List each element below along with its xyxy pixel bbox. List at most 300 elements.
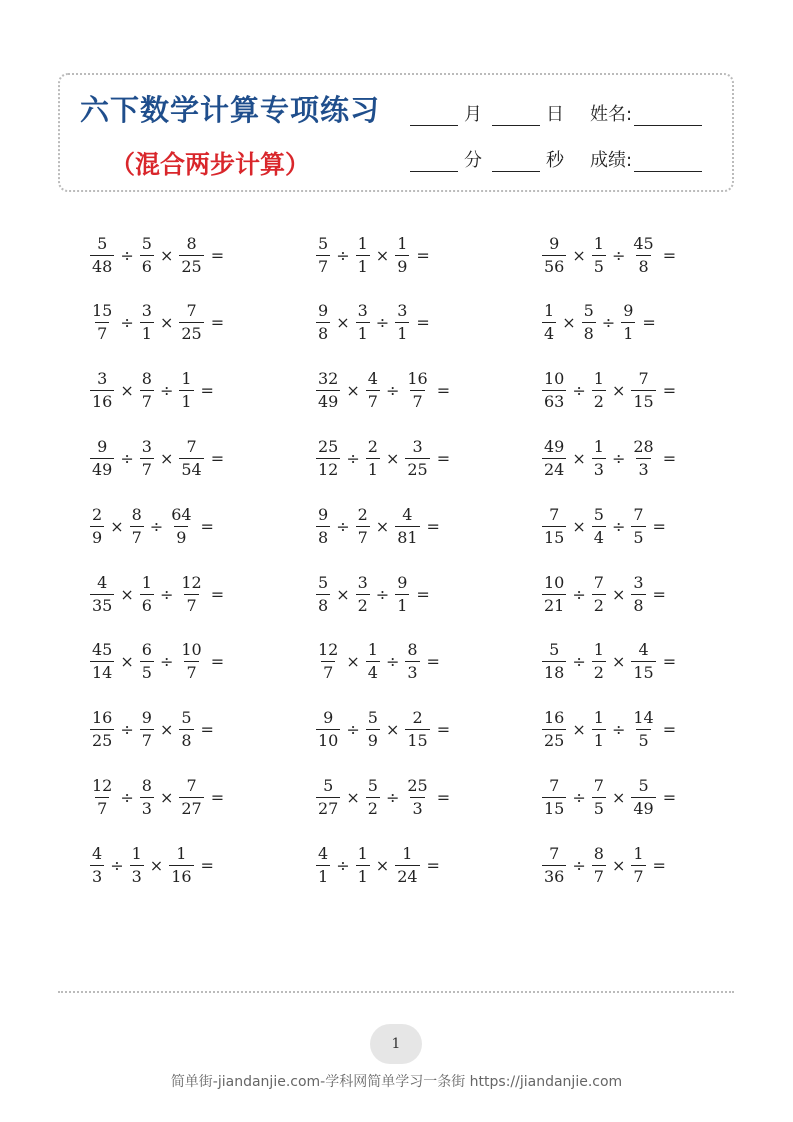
numerator: 5 — [583, 301, 594, 321]
numerator: 2 — [412, 708, 423, 728]
denominator: 7 — [323, 663, 334, 683]
denominator: 7 — [412, 392, 423, 412]
numerator: 32 — [318, 369, 339, 389]
denominator: 3 — [593, 459, 604, 479]
numerator: 3 — [412, 436, 423, 456]
denominator: 4 — [544, 324, 555, 344]
numerator: 5 — [323, 775, 334, 795]
problem-22 — [88, 705, 214, 755]
numerator: 9 — [318, 301, 329, 321]
fraction — [316, 572, 330, 615]
denominator: 49 — [318, 392, 339, 412]
denominator: 3 — [412, 798, 423, 818]
equals-sign: = — [436, 787, 451, 807]
day-label: 日 — [546, 104, 564, 125]
numerator: 4 — [92, 843, 103, 863]
numerator: 4 — [638, 640, 649, 660]
equals-sign: = — [662, 448, 677, 468]
denominator: 1 — [181, 392, 192, 412]
fraction — [395, 233, 409, 276]
equals-sign: = — [210, 787, 225, 807]
fraction — [140, 371, 154, 410]
fraction — [631, 504, 645, 547]
numerator: 8 — [131, 504, 142, 524]
equals-sign: = — [200, 516, 214, 536]
fraction — [90, 504, 104, 547]
denominator: 25 — [181, 256, 202, 276]
divide-sign: ÷ — [120, 720, 134, 740]
problem-30 — [540, 840, 666, 890]
denominator: 27 — [318, 798, 339, 818]
denominator: 24 — [397, 866, 418, 886]
numerator: 5 — [638, 775, 649, 795]
denominator: 25 — [181, 324, 202, 344]
fraction — [140, 642, 154, 681]
numerator: 7 — [549, 843, 560, 863]
denominator: 8 — [638, 256, 649, 276]
equals-sign: = — [210, 652, 225, 672]
fraction — [140, 710, 154, 749]
numerator: 1 — [357, 233, 368, 253]
multiply-sign: × — [149, 855, 164, 875]
denominator: 8 — [318, 595, 329, 615]
name-label: 姓名: — [590, 104, 633, 125]
numerator: 5 — [549, 640, 560, 660]
denominator: 3 — [407, 663, 418, 683]
numerator: 12 — [181, 572, 202, 592]
denominator: 6 — [141, 595, 152, 615]
numerator: 4 — [367, 369, 378, 389]
divide-sign: ÷ — [572, 584, 586, 604]
equals-sign: = — [210, 448, 225, 468]
denominator: 7 — [141, 731, 152, 751]
problem-17 — [314, 569, 430, 619]
multiply-sign: × — [346, 652, 360, 672]
multiply-sign: × — [611, 787, 626, 807]
numerator: 25 — [318, 436, 339, 456]
divide-sign: ÷ — [120, 787, 134, 807]
fraction — [140, 572, 154, 615]
equals-sign: = — [652, 855, 666, 875]
fraction — [90, 710, 114, 749]
problem-14 — [314, 501, 440, 551]
divide-sign: ÷ — [159, 584, 174, 604]
denominator: 25 — [407, 459, 428, 479]
denominator: 25 — [544, 731, 565, 751]
denominator: 1 — [623, 324, 634, 344]
problem-6 — [540, 298, 656, 348]
denominator: 7 — [186, 595, 197, 615]
denominator: 9 — [176, 527, 187, 547]
fraction — [179, 642, 203, 681]
multiply-sign: × — [385, 720, 400, 740]
denominator: 7 — [633, 866, 644, 886]
denominator: 36 — [544, 866, 565, 886]
numerator: 7 — [186, 775, 197, 795]
problem-10 — [88, 433, 224, 483]
numerator: 10 — [181, 640, 202, 660]
numerator: 5 — [367, 708, 378, 728]
fraction — [405, 371, 429, 410]
problem-13 — [88, 501, 214, 551]
denominator: 5 — [638, 731, 649, 751]
fraction — [395, 572, 409, 615]
problem-25 — [88, 772, 224, 822]
fraction — [316, 642, 340, 681]
fraction — [140, 436, 154, 479]
fraction — [90, 303, 114, 342]
denominator: 3 — [92, 866, 103, 886]
numerator: 1 — [367, 640, 378, 660]
numerator: 3 — [357, 301, 368, 321]
denominator: 15 — [633, 663, 654, 683]
multiply-sign: × — [336, 584, 350, 604]
divide-sign: ÷ — [375, 584, 390, 604]
denominator: 1 — [397, 324, 408, 344]
fraction — [356, 572, 370, 615]
numerator: 1 — [141, 572, 152, 592]
fraction — [631, 371, 655, 410]
denominator: 1 — [318, 866, 329, 886]
multiply-sign: × — [346, 787, 360, 807]
divide-sign: ÷ — [120, 245, 134, 265]
fraction — [356, 303, 370, 342]
fraction — [542, 303, 556, 342]
denominator: 5 — [593, 798, 604, 818]
denominator: 54 — [181, 459, 202, 479]
divide-sign: ÷ — [346, 720, 360, 740]
numerator: 5 — [181, 708, 192, 728]
numerator: 6 — [141, 640, 152, 660]
numerator: 1 — [593, 708, 604, 728]
denominator: 5 — [141, 663, 152, 683]
fraction — [316, 710, 340, 749]
fraction — [592, 572, 606, 615]
equals-sign: = — [200, 855, 214, 875]
divide-sign: ÷ — [572, 855, 586, 875]
denominator: 8 — [318, 527, 329, 547]
fraction — [592, 642, 606, 681]
fraction — [179, 371, 193, 410]
divide-sign: ÷ — [611, 448, 626, 468]
denominator: 2 — [357, 595, 368, 615]
denominator: 7 — [318, 256, 329, 276]
minute-label: 分 — [464, 150, 482, 171]
equals-sign: = — [210, 584, 225, 604]
equals-sign: = — [426, 652, 440, 672]
numerator: 7 — [186, 301, 197, 321]
multiply-sign: × — [572, 720, 586, 740]
month-label: 月 — [464, 104, 482, 125]
fraction — [179, 572, 203, 615]
numerator: 12 — [92, 775, 113, 795]
divide-sign: ÷ — [159, 381, 174, 401]
numerator: 8 — [407, 640, 418, 660]
numerator: 7 — [633, 504, 644, 524]
numerator: 10 — [544, 369, 565, 389]
fraction — [631, 843, 645, 886]
numerator: 7 — [638, 369, 649, 389]
denominator: 7 — [357, 527, 368, 547]
divide-sign: ÷ — [336, 516, 350, 536]
numerator: 9 — [549, 233, 560, 253]
numerator: 1 — [544, 301, 555, 321]
denominator: 9 — [397, 256, 408, 276]
numerator: 7 — [593, 572, 604, 592]
denominator: 21 — [544, 595, 565, 615]
numerator: 5 — [318, 233, 329, 253]
fraction — [90, 371, 114, 410]
divide-sign: ÷ — [110, 855, 124, 875]
equals-sign: = — [436, 448, 451, 468]
denominator: 63 — [544, 392, 565, 412]
denominator: 16 — [92, 392, 113, 412]
numerator: 10 — [544, 572, 565, 592]
problem-1 — [88, 230, 224, 280]
fraction — [631, 436, 655, 479]
fraction — [366, 371, 380, 410]
fraction — [366, 642, 380, 681]
fraction — [592, 775, 606, 818]
fraction — [405, 642, 419, 681]
equals-sign: = — [210, 245, 225, 265]
equals-sign: = — [416, 245, 430, 265]
denominator: 8 — [181, 731, 192, 751]
denominator: 7 — [97, 798, 108, 818]
divide-sign: ÷ — [336, 855, 350, 875]
numerator: 9 — [141, 708, 152, 728]
page-number: 1 — [370, 1024, 422, 1064]
denominator: 2 — [593, 392, 604, 412]
numerator: 8 — [141, 369, 152, 389]
equals-sign: = — [662, 245, 677, 265]
fraction — [316, 371, 340, 410]
fraction — [179, 775, 203, 818]
denominator: 15 — [407, 731, 428, 751]
numerator: 1 — [593, 233, 604, 253]
divide-sign: ÷ — [611, 720, 626, 740]
multiply-sign: × — [159, 787, 174, 807]
problem-7 — [88, 366, 214, 416]
denominator: 1 — [141, 324, 152, 344]
fraction — [395, 504, 419, 547]
denominator: 49 — [633, 798, 654, 818]
divide-sign: ÷ — [375, 313, 390, 333]
numerator: 7 — [549, 775, 560, 795]
fraction — [179, 233, 203, 276]
divide-sign: ÷ — [159, 652, 174, 672]
fraction — [631, 233, 655, 276]
page-subtitle: （混合两步计算） — [110, 150, 311, 179]
denominator: 7 — [186, 663, 197, 683]
multiply-sign: × — [375, 245, 390, 265]
equals-sign: = — [436, 720, 451, 740]
denominator: 18 — [544, 663, 565, 683]
multiply-sign: × — [159, 313, 174, 333]
fraction — [592, 233, 606, 276]
fraction — [130, 504, 144, 547]
numerator: 2 — [92, 504, 103, 524]
equals-sign: = — [426, 516, 440, 536]
divide-sign: ÷ — [572, 381, 586, 401]
problem-2 — [314, 230, 430, 280]
problem-18 — [540, 569, 666, 619]
problem-28 — [88, 840, 214, 890]
denominator: 49 — [92, 459, 113, 479]
multiply-sign: × — [611, 381, 626, 401]
denominator: 1 — [367, 459, 378, 479]
denominator: 6 — [141, 256, 152, 276]
fraction — [366, 436, 380, 479]
numerator: 5 — [593, 504, 604, 524]
fraction — [140, 775, 154, 818]
denominator: 7 — [97, 324, 108, 344]
problem-21 — [540, 637, 676, 687]
denominator: 7 — [367, 392, 378, 412]
fraction — [592, 436, 606, 479]
multiply-sign: × — [611, 652, 626, 672]
fraction — [631, 642, 655, 681]
divide-sign: ÷ — [336, 245, 350, 265]
divide-sign: ÷ — [601, 313, 616, 333]
fraction — [90, 843, 104, 886]
fraction — [395, 303, 409, 342]
denominator: 2 — [367, 798, 378, 818]
fraction — [169, 843, 193, 886]
divide-sign: ÷ — [120, 313, 134, 333]
fraction — [542, 436, 566, 479]
divide-sign: ÷ — [149, 516, 164, 536]
numerator: 1 — [181, 369, 192, 389]
denominator: 1 — [357, 324, 368, 344]
fraction — [542, 504, 566, 547]
fraction — [316, 504, 330, 547]
equals-sign: = — [210, 313, 225, 333]
numerator: 3 — [357, 572, 368, 592]
fraction — [592, 371, 606, 410]
numerator: 2 — [357, 504, 368, 524]
fraction — [542, 233, 566, 276]
denominator: 5 — [633, 527, 644, 547]
fraction — [542, 642, 566, 681]
multiply-sign: × — [159, 245, 174, 265]
fraction — [130, 843, 144, 886]
denominator: 9 — [367, 731, 378, 751]
equals-sign: = — [436, 381, 451, 401]
numerator: 5 — [367, 775, 378, 795]
denominator: 1 — [357, 866, 368, 886]
fraction — [140, 233, 154, 276]
multiply-sign: × — [611, 855, 626, 875]
problem-5 — [314, 298, 430, 348]
numerator: 3 — [141, 436, 152, 456]
multiply-sign: × — [572, 448, 586, 468]
numerator: 7 — [593, 775, 604, 795]
fraction — [90, 642, 114, 681]
fraction — [169, 504, 193, 547]
second-label: 秒 — [546, 150, 564, 171]
numerator: 1 — [633, 843, 644, 863]
numerator: 7 — [549, 504, 560, 524]
fraction — [179, 710, 193, 749]
denominator: 1 — [397, 595, 408, 615]
denominator: 15 — [544, 527, 565, 547]
denominator: 25 — [92, 731, 113, 751]
problem-26 — [314, 772, 450, 822]
numerator: 49 — [544, 436, 565, 456]
fraction — [631, 775, 655, 818]
denominator: 56 — [544, 256, 565, 276]
numerator: 5 — [141, 233, 152, 253]
fraction — [90, 572, 114, 615]
fraction — [316, 233, 330, 276]
problem-24 — [540, 705, 676, 755]
numerator: 3 — [397, 301, 408, 321]
multiply-sign: × — [572, 245, 586, 265]
numerator: 1 — [593, 369, 604, 389]
multiply-sign: × — [110, 516, 124, 536]
fraction — [405, 710, 429, 749]
divide-sign: ÷ — [385, 652, 400, 672]
problem-9 — [540, 366, 676, 416]
denominator: 2 — [593, 595, 604, 615]
fraction — [356, 233, 370, 276]
denominator: 8 — [633, 595, 644, 615]
problem-12 — [540, 433, 676, 483]
numerator: 1 — [131, 843, 142, 863]
fraction — [316, 436, 340, 479]
multiply-sign: × — [572, 516, 586, 536]
numerator: 9 — [318, 504, 329, 524]
numerator: 14 — [633, 708, 654, 728]
fraction — [356, 504, 370, 547]
denominator: 48 — [92, 256, 113, 276]
fraction — [316, 775, 340, 818]
numerator: 12 — [318, 640, 339, 660]
numerator: 8 — [593, 843, 604, 863]
footer-divider — [58, 991, 734, 993]
fraction — [542, 572, 566, 615]
multiply-sign: × — [375, 516, 390, 536]
equals-sign: = — [416, 584, 430, 604]
equals-sign: = — [662, 787, 677, 807]
problem-11 — [314, 433, 450, 483]
divide-sign: ÷ — [346, 448, 360, 468]
multiply-sign: × — [120, 652, 134, 672]
problem-20 — [314, 637, 440, 687]
numerator: 8 — [141, 775, 152, 795]
numerator: 1 — [593, 640, 604, 660]
fraction — [405, 775, 429, 818]
numerator: 9 — [323, 708, 334, 728]
denominator: 1 — [357, 256, 368, 276]
multiply-sign: × — [336, 313, 350, 333]
numerator: 1 — [397, 233, 408, 253]
fraction — [582, 303, 596, 342]
problem-16 — [88, 569, 224, 619]
multiply-sign: × — [346, 381, 360, 401]
numerator: 5 — [318, 572, 329, 592]
divide-sign: ÷ — [611, 516, 626, 536]
denominator: 81 — [397, 527, 418, 547]
denominator: 7 — [141, 392, 152, 412]
numerator: 25 — [407, 775, 428, 795]
denominator: 10 — [318, 731, 339, 751]
numerator: 1 — [176, 843, 187, 863]
numerator: 1 — [593, 436, 604, 456]
fraction — [592, 843, 606, 886]
numerator: 15 — [92, 301, 113, 321]
